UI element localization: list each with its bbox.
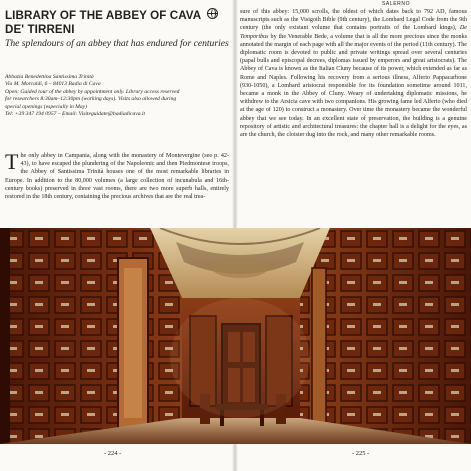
page-number-left: - 224 - — [104, 450, 122, 457]
drop-cap: T — [5, 149, 19, 174]
info-line: Open: Guided tour of the abbey by appointment only. Library access reserved — [5, 88, 180, 95]
library-photo-illustration — [0, 228, 471, 444]
info-line: for researchers 8:30am–12:30pm (working days). Visits also allowed during — [5, 96, 177, 103]
book-title-italic: De Temporibus — [240, 25, 467, 40]
globe-icon — [207, 8, 218, 19]
body-text-right — [240, 8, 467, 139]
title-line-2: DE' TIRRENI — [5, 23, 75, 36]
info-line: Tel: +39 347 194 0957 – Email: Visiteguidate@badiadicava.it — [5, 111, 146, 118]
body-paragraph-part: sure of this abbey: 15,000 scrolls, the oldest of which dates back to 792 AD, famous manuscripts such as the Visigoth Bible (9th century), the Lombard Legal Code from the 9th century (the only existant volume that contains portraits of the Lombard kings), — [240, 9, 467, 32]
title-line-1: LIBRARY OF THE ABBEY OF CAVA — [5, 9, 201, 22]
body-text-left — [5, 149, 229, 201]
page-subtitle: The splendours of an abbey that has endured for centuries — [5, 38, 229, 49]
library-photo — [0, 228, 471, 444]
visitor-info — [5, 74, 229, 118]
info-line: Abbazia Benedettina Santissima Trinità — [5, 74, 94, 80]
body-paragraph: he only abbey in Campania, along with the monastery of Montevergine (see p. 42-43), to have escaped the plundering of the Napoleonic and then Piedmontese troops, the Abbey of Santissima Trinità houses one of the most remarkable libraries in Europe. In addition to the 80,000 volumes (a large collection of incunabula and 16th-century books) preserved in three vast rooms, there are two more superb halls, entirely restored in the 18th century, containing the precious archives that are the real trea- — [5, 153, 229, 201]
info-line: special openings (especially in May) — [5, 103, 88, 110]
body-paragraph-part: by the Venerable Bede, a volume that is all the more precious since the monks annotated the margin of each page with all the major events of the period (11th century). The diplomatic room is devoted to public and private writings spread over several centuries (papal bulls and episcopal decrees, diplomas issued by emperors and great aristocrats). The Abbey of Cava is known as the Italian Cluny because of its power, which extended as far as Rome and Naples. Following his recovery from a serious illness, Alferio Pappacarbone (930-1050), a Lombard aristocrat responsible for its foundation sometime around 1011, became a monk in the Abbey of Cluny. Weary of undertaking diplomatic missions, he withdrew to the Arsicia cave with two companions. His growing fame led Alferio (who died at the age of 120) to construct a monastery. Over time the monastery became the wonderful abbey that we see today. In an excellent state of preservation, the building is a genuine repository of artistic and architectural treasures: the chapter hall is a delight for the eyes, as are the church, the cloister dug into the rock, and many other remarkable rooms. — [240, 33, 467, 139]
page-number-right: - 225 - — [352, 450, 370, 457]
page-title — [5, 8, 227, 37]
running-head: SALERNO — [382, 1, 411, 7]
info-line: Via M. Morcaldi, 6 – 84013 Badia di Cava — [5, 81, 101, 88]
